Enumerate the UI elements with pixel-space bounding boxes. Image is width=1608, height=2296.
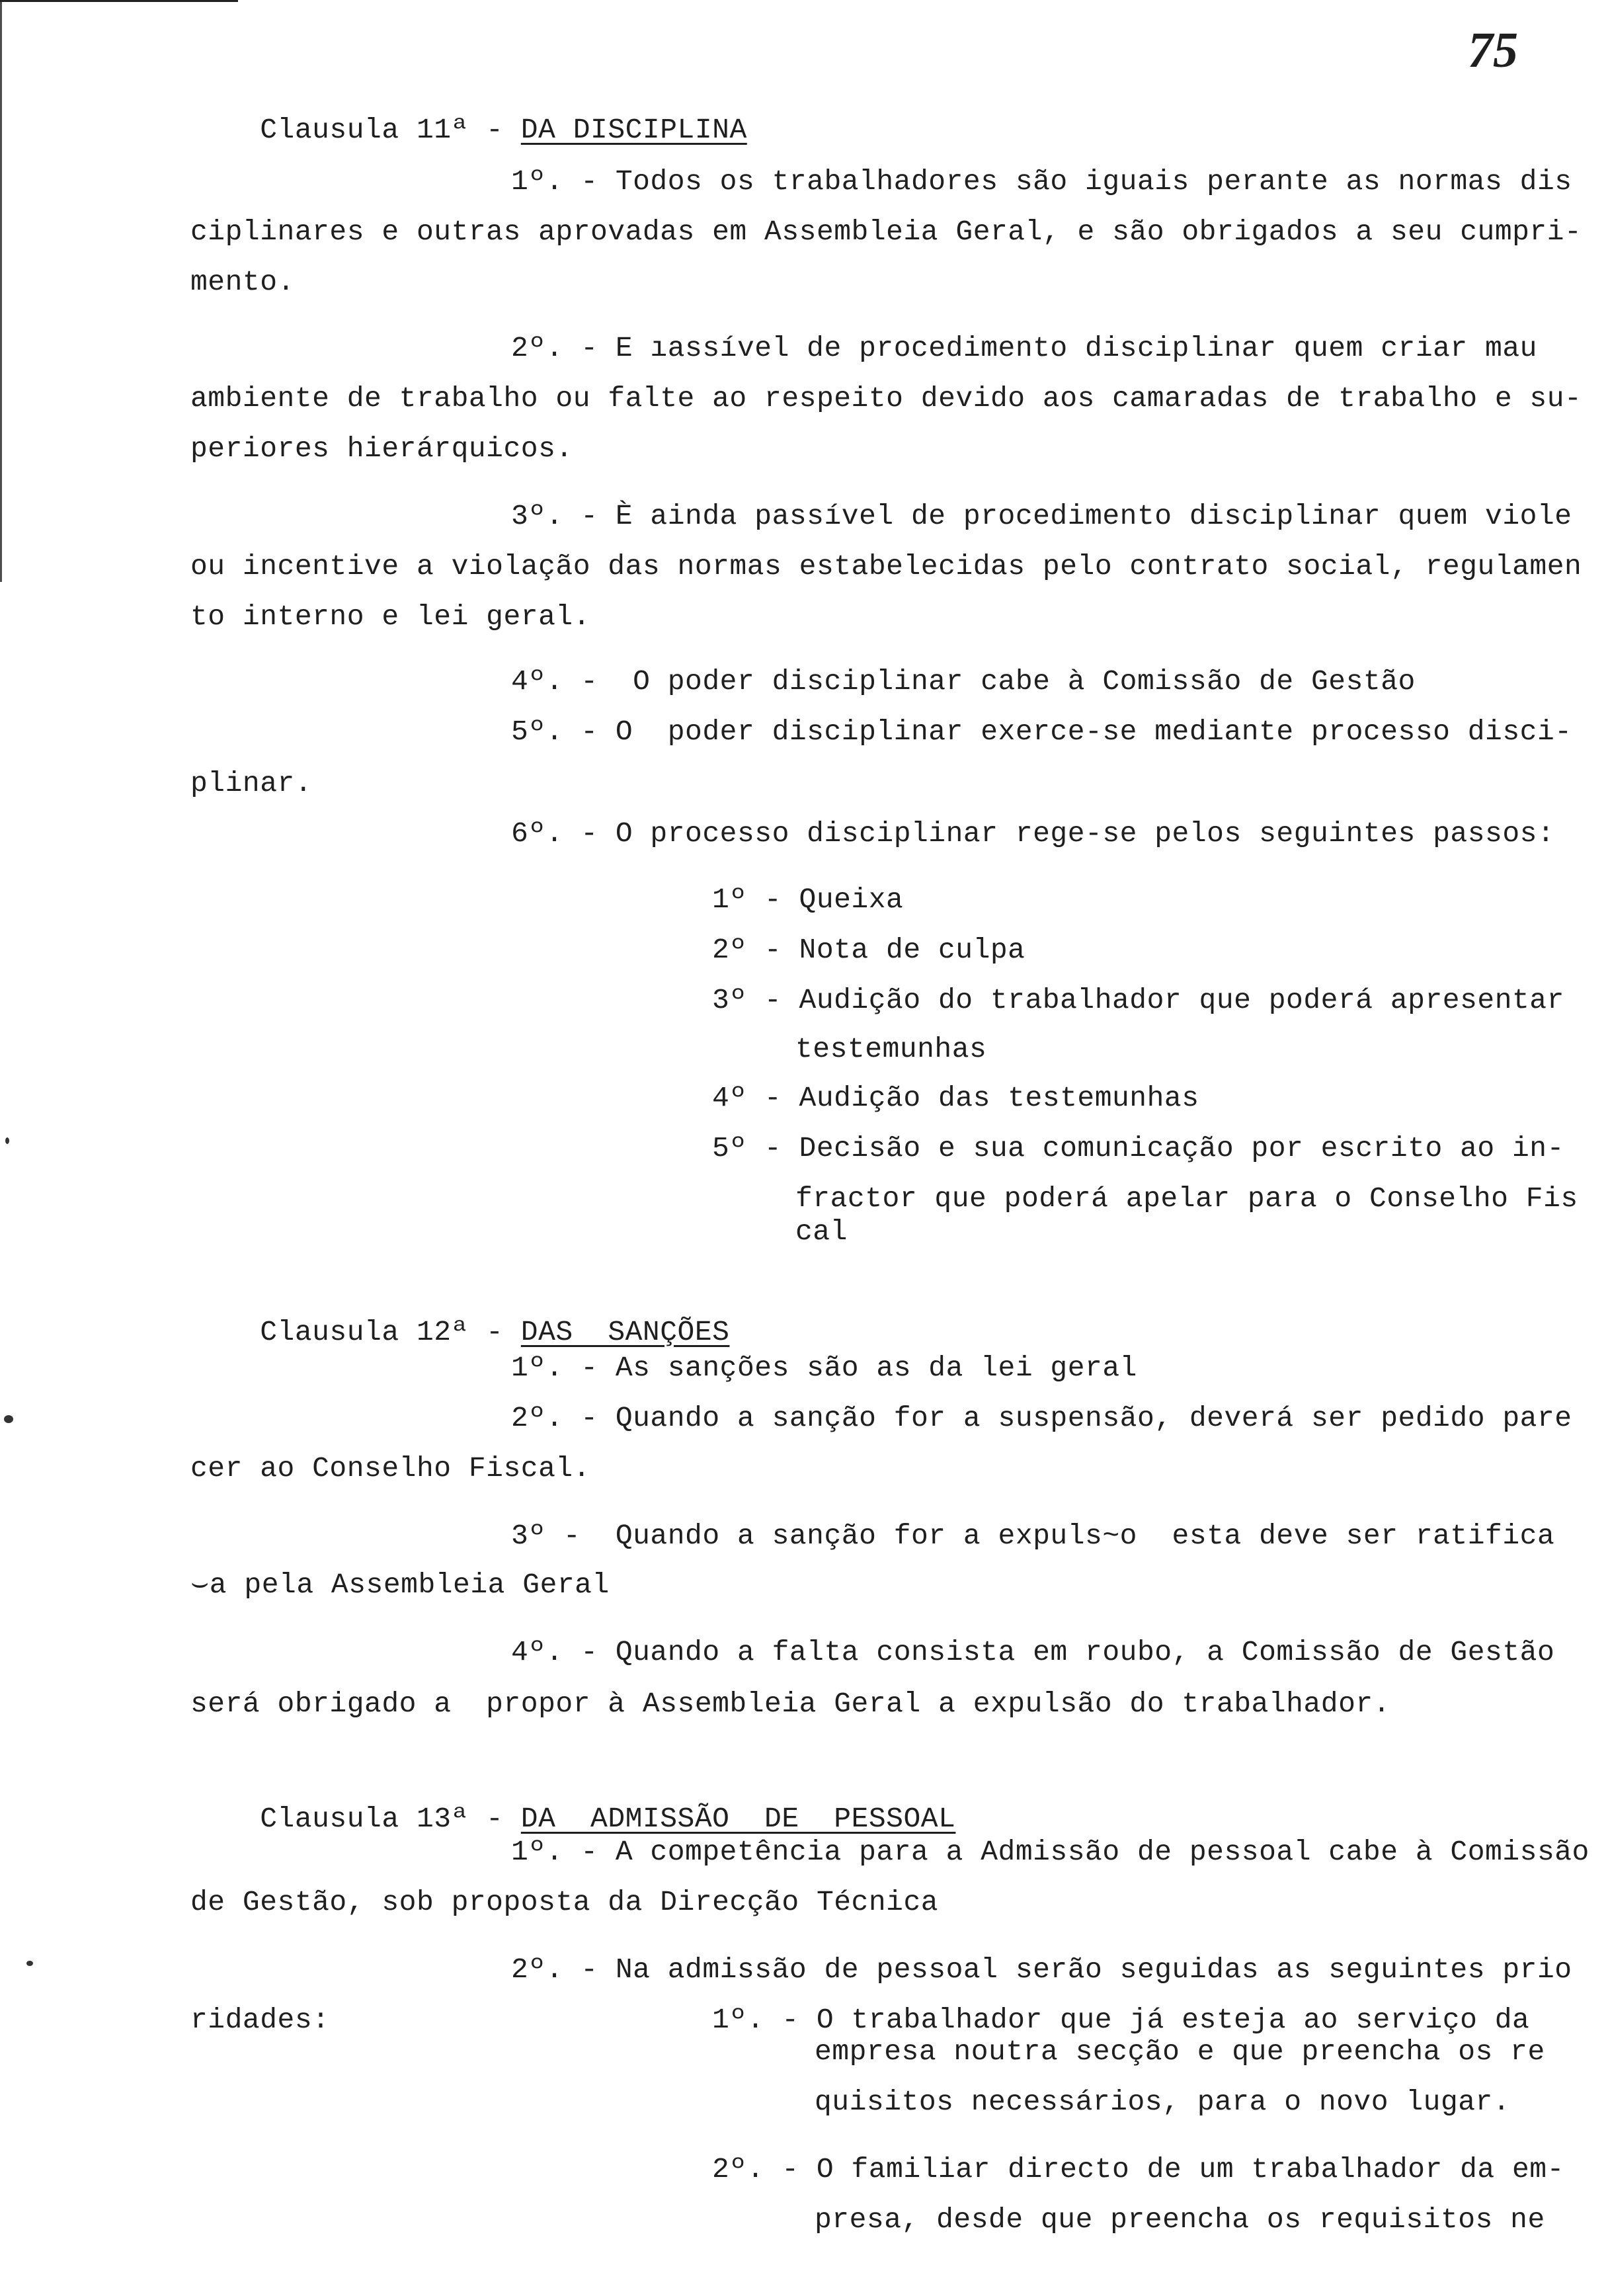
- clause-label: Clausula 13ª -: [260, 1803, 521, 1835]
- text-line: ciplinares e outras aprovadas em Assembleia Geral, e são obrigados a seu cumpri-: [190, 216, 1582, 248]
- text-line: 1º. - A competência para a Admissão de pessoal cabe à Comissão: [511, 1836, 1589, 1868]
- step-line: 5º - Decisão e sua comunicação por escrito ao in-: [712, 1132, 1564, 1165]
- text-line: de Gestão, sob proposta da Direcção Técnica: [190, 1886, 939, 1918]
- priority-line: presa, desde que preencha os requisitos ne: [815, 2203, 1545, 2236]
- step-line: 4º - Audição das testemunhas: [712, 1082, 1199, 1114]
- scan-edge-left: [0, 0, 2, 582]
- step-line: 2º - Nota de culpa: [712, 934, 1025, 966]
- scan-speck: [5, 1137, 9, 1144]
- text-line: 2º. - E ıassível de procedimento disciplinar quem criar mau: [511, 332, 1537, 364]
- text-line: 3º - Quando a sanção for a expuls~o esta deve ser ratifica: [511, 1520, 1555, 1552]
- step-line: cal: [795, 1215, 848, 1248]
- step-line: 3º - Audição do trabalhador que poderá apresentar: [712, 984, 1564, 1016]
- text-line: será obrigado a propor à Assembleia Geral a expulsão do trabalhador.: [190, 1688, 1390, 1720]
- priority-line: 1º. - O trabalhador que já esteja ao serviço da: [712, 2004, 1530, 2036]
- clause-label: Clausula 12ª -: [260, 1316, 521, 1348]
- clause-title: DA DISCIPLINA: [520, 114, 747, 146]
- text-line: cer ao Conselho Fiscal.: [190, 1452, 590, 1485]
- text-line: 6º. - O processo disciplinar rege-se pelos seguintes passos:: [511, 817, 1555, 850]
- text-line: 2º. - Na admissão de pessoal serão seguidas as seguintes prio: [511, 1953, 1572, 1986]
- text-line: 5º. - O poder disciplinar exerce-se mediante processo disci-: [511, 716, 1572, 748]
- clause-label: Clausula 11ª -: [260, 114, 521, 146]
- text-line: plinar.: [190, 767, 313, 800]
- text-line: 3º. - È ainda passível de procedimento disciplinar quem viole: [511, 500, 1572, 532]
- text-line: ambiente de trabalho ou falte ao respeito devido aos camaradas de trabalho e su-: [190, 382, 1582, 415]
- step-line: testemunhas: [795, 1033, 987, 1065]
- text-line: 4º. - O poder disciplinar cabe à Comissão de Gestão: [511, 665, 1416, 698]
- text-line: 2º. - Quando a sanção for a suspensão, deverá ser pedido pare: [511, 1402, 1572, 1434]
- text-line: periores hierárquicos.: [190, 432, 573, 465]
- text-line: to interno e lei geral.: [190, 600, 590, 633]
- text-line: mento.: [190, 266, 295, 298]
- text-line: ou incentive a violação das normas estabelecidas pelo contrato social, regulamen: [190, 550, 1582, 583]
- text-line: 4º. - Quando a falta consista em roubo, a Comissão de Gestão: [511, 1636, 1555, 1668]
- priority-line: quisitos necessários, para o novo lugar.: [815, 2086, 1511, 2118]
- clause-title: DAS SANÇÕES: [520, 1316, 730, 1348]
- step-line: fractor que poderá apelar para o Conselho Fis: [795, 1182, 1578, 1215]
- priority-line: 2º. - O familiar directo de um trabalhador da em-: [712, 2153, 1564, 2186]
- text-line: ridades:: [190, 2004, 330, 2036]
- scan-speck: [26, 1961, 33, 1966]
- step-line: 1º - Queixa: [712, 883, 904, 916]
- text-line: ⌣a pela Assembleia Geral: [190, 1569, 610, 1601]
- clause-title: DA ADMISSÃO DE PESSOAL: [520, 1803, 956, 1835]
- text-line: 1º. - As sanções são as da lei geral: [511, 1352, 1137, 1384]
- scan-speck: [4, 1415, 13, 1423]
- page-number: 75: [1468, 22, 1518, 78]
- text-line: 1º. - Todos os trabalhadores são iguais perante as normas dis: [511, 165, 1572, 198]
- scan-edge-top: [0, 0, 238, 2]
- priority-line: empresa noutra secção e que preencha os re: [815, 2035, 1545, 2068]
